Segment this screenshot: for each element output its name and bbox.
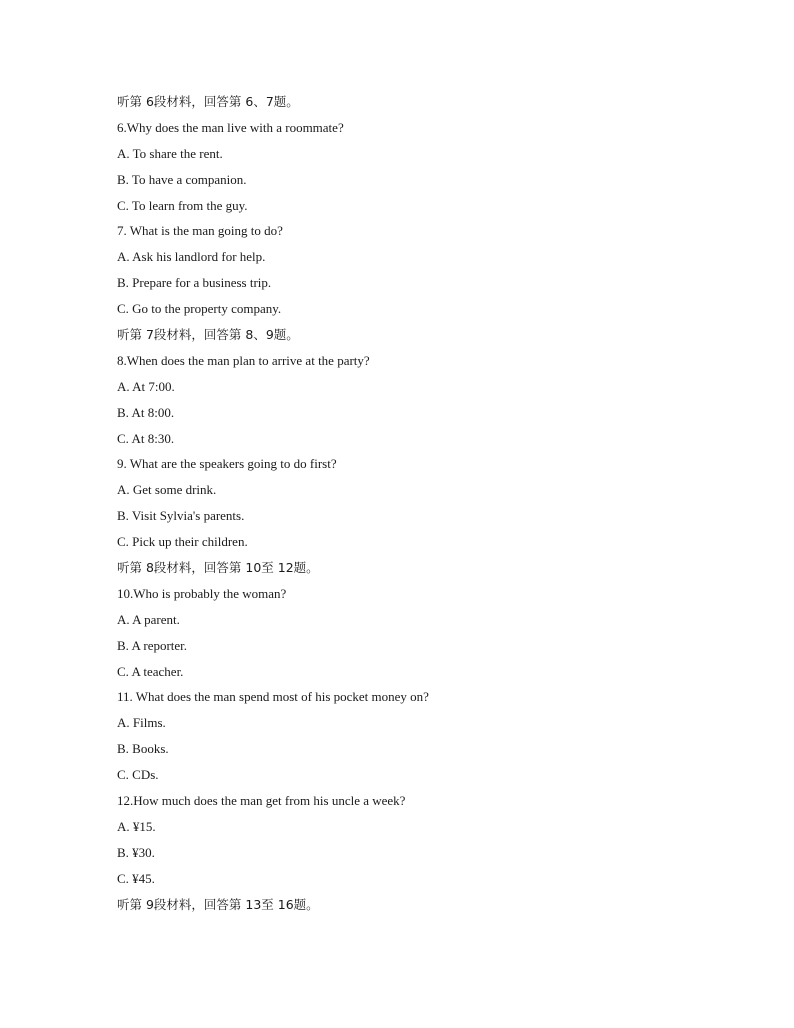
option-8c: C. At 8:30.	[117, 430, 175, 446]
option-7b: B. Prepare for a business trip.	[117, 275, 272, 291]
question-11: 11. What does the man spend most of his pocket money on?	[117, 689, 429, 705]
option-9b: B. Visit Sylvia's parents.	[117, 508, 245, 524]
option-12a: A. ¥15.	[117, 818, 156, 834]
option-7c: C. Go to the property company.	[117, 301, 282, 317]
option-9c: C. Pick up their children.	[117, 534, 248, 550]
document-page	[117, 89, 737, 918]
option-8b: B. At 8:00.	[117, 404, 175, 420]
section-instruction: 听第 7段材料，回答第 8、9题。	[117, 327, 299, 343]
option-12c: C. ¥45.	[117, 870, 155, 886]
question-9: 9. What are the speakers going to do first?	[117, 456, 337, 472]
option-11b: B. Books.	[117, 741, 169, 757]
question-6: 6.Why does the man live with a roommate?	[117, 119, 344, 135]
option-9a: A. Get some drink.	[117, 482, 217, 498]
option-7a: A. Ask his landlord for help.	[117, 249, 266, 265]
section-instruction: 听第 9段材料，回答第 13至 16题。	[117, 896, 319, 912]
question-8: 8.When does the man plan to arrive at the party?	[117, 352, 370, 368]
section-instruction: 听第 8段材料，回答第 10至 12题。	[117, 560, 319, 576]
question-7: 7. What is the man going to do?	[117, 223, 283, 239]
section-instruction: 听第 6段材料，回答第 6、7题。	[117, 94, 299, 109]
option-8a: A. At 7:00.	[117, 378, 175, 394]
option-10a: A. A parent.	[117, 611, 180, 627]
question-12: 12.How much does the man get from his uncle a week?	[117, 793, 406, 809]
option-6c: C. To learn from the guy.	[117, 197, 248, 213]
option-10c: C. A teacher.	[117, 663, 184, 679]
option-11a: A. Films.	[117, 715, 166, 731]
option-10b: B. A reporter.	[117, 637, 188, 653]
question-10: 10.Who is probably the woman?	[117, 585, 287, 601]
option-11c: C. CDs.	[117, 767, 159, 783]
option-6a: A. To share the rent.	[117, 145, 223, 161]
option-6b: B. To have a companion.	[117, 171, 247, 187]
option-12b: B. ¥30.	[117, 844, 155, 860]
